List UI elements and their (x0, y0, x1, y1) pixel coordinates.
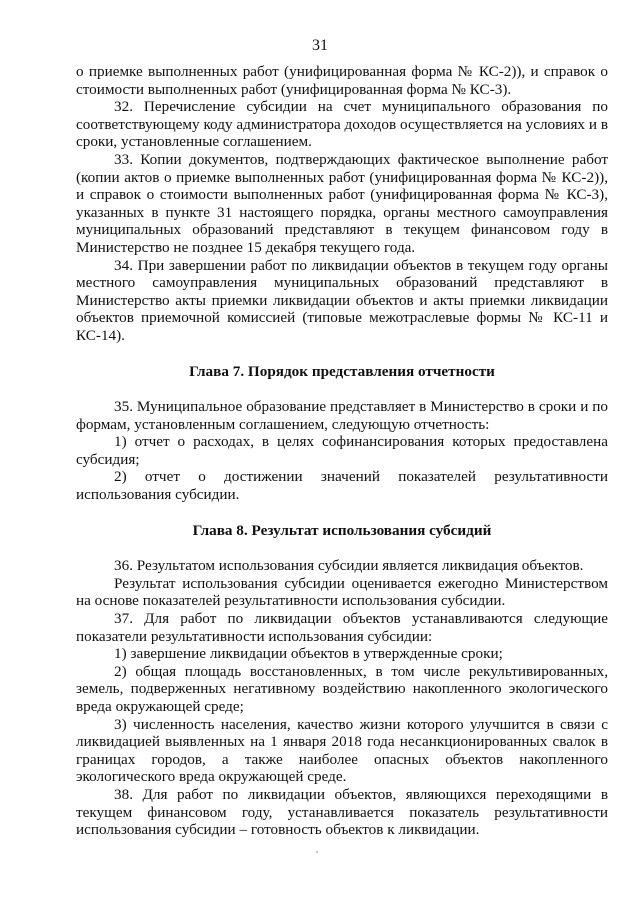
paragraph-36-result: Результат использования субсидии оценивается ежегодно Министерством на основе показателей результативности использования субсидии. (76, 574, 608, 610)
paragraph-35: 35. Муниципальное образование представляет в Министерство в сроки и по формам, установленным соглашением, следующую отчетность: (76, 398, 608, 433)
chapter-8-heading: Глава 8. Результат использования субсидий (192, 521, 492, 539)
paragraph-35-item-2: 2) отчет о достижении значений показателей результативности использования субсидии. (76, 468, 608, 504)
spacer (76, 380, 608, 398)
paragraph-37-item-3: 3) численность населения, качество жизни которого улучшится в связи с ликвидацией выявленных на 1 января 2018 года несанкционированных свалок в границах городов, а также наиболее опасных объектов накопленного экологического вреда окружающей среде. (76, 715, 608, 786)
paragraph-34: 34. При завершении работ по ликвидации объектов в текущем году органы местного самоуправления муниципальных образований представляют в Министерство акты приемки ликвидации объектов и акты приемки ликвидации объектов приемочной комиссией (типовые межотраслевые формы № КС-11 и КС-14). (76, 256, 608, 344)
chapter-7-heading: Глава 7. Порядок представления отчетности (189, 362, 495, 380)
page-number: 31 (312, 37, 328, 54)
paragraph-37-item-1: 1) завершение ликвидации объектов в утвержденные сроки; (114, 645, 503, 663)
document-body (76, 63, 608, 839)
paragraph-37: 37. Для работ по ликвидации объектов устанавливаются следующие показатели результативности использования субсидии: (76, 610, 608, 645)
paragraph-36: 36. Результатом использования субсидии является ликвидация объектов. (114, 557, 584, 575)
spacer (76, 539, 608, 557)
scan-speck (316, 851, 318, 853)
spacer (76, 504, 608, 522)
paragraph-32: 32. Перечисление субсидии на счет муниципального образования по соответствующему коду администратора доходов осуществляется на условиях и в сроки, установленные соглашением. (76, 98, 608, 151)
paragraph-37-item-2: 2) общая площадь восстановленных, в том числе рекультивированных, земель, подверженных негативному воздействию накопленного экологического вреда окружающей среде; (76, 662, 608, 715)
paragraph-38: 38. Для работ по ликвидации объектов, являющихся переходящими в текущем финансовом году, устанавливается показатель результативности использования субсидии – готовность объектов к ликвидации. (76, 785, 608, 839)
paragraph-31-continuation: о приемке выполненных работ (унифицированная форма № КС-2)), и справок о стоимости выполненных работ (унифицированная форма № КС-3). (76, 63, 608, 98)
paragraph-33: 33. Копии документов, подтверждающих фактическое выполнение работ (копии актов о приемке выполненных работ (унифицированная форма № КС-2)), и справок о стоимости выполненных работ (унифицированная форма № КС-3), указанных в пункте 31 настоящего порядка, органы местного самоуправления муниципальных образований представляют в текущем финансовом году в Министерство не позднее 15 декабря текущего года. (76, 150, 608, 256)
paragraph-35-item-1: 1) отчет о расходах, в целях софинансирования которых предоставлена субсидия; (76, 433, 608, 468)
spacer (76, 345, 608, 363)
